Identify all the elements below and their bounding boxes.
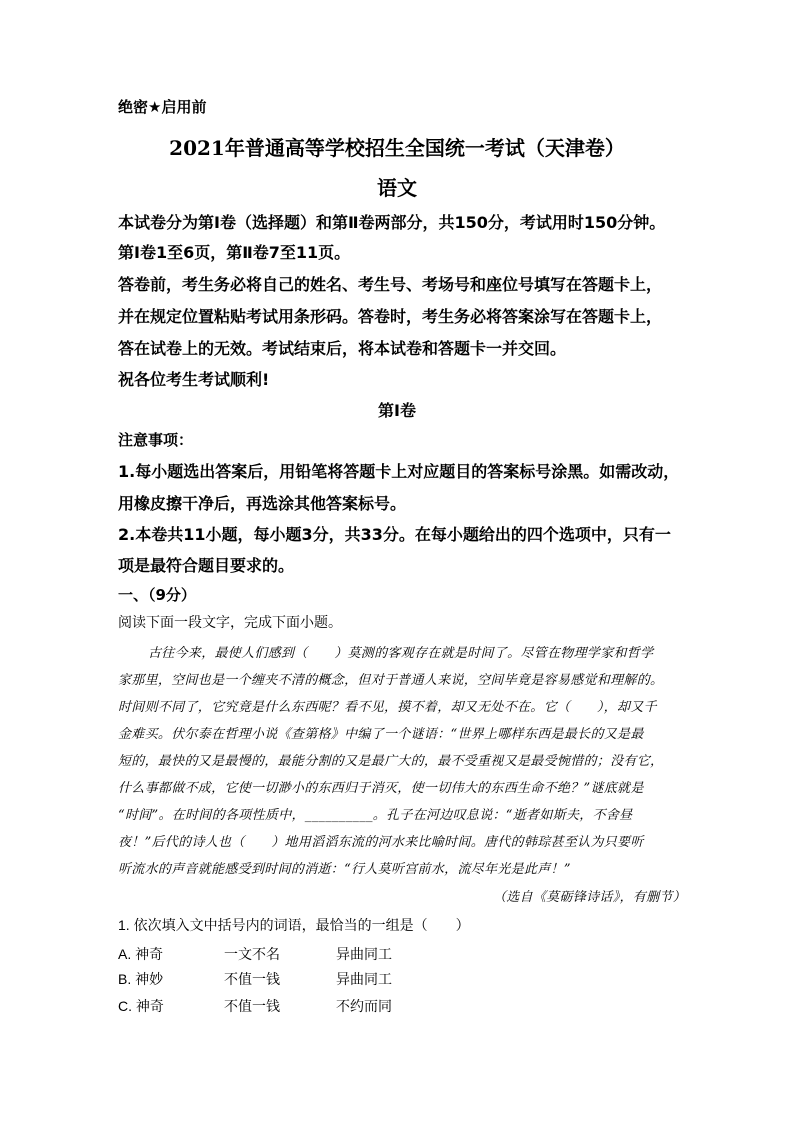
- option-label: C. 神奇: [118, 998, 164, 1014]
- note-line: 2.本卷共11小题，每小题3分，共33分。在每小题给出的四个选项中，只有一: [118, 525, 671, 544]
- exam-title: 2021年普通高等学校招生全国统一考试（天津卷）: [169, 136, 625, 160]
- passage-line: 时间则不同了，它究竟是什么东西呢？看不见，摸不着，却又无处不在。它（ ），却又千: [118, 700, 657, 715]
- note-line: 1.每小题选出答案后，用铅笔将答题卡上对应题目的答案标号涂黑。如需改动，: [118, 462, 680, 481]
- intro-line: 答在试卷上的无效。考试结束后，将本试卷和答题卡一并交回。: [118, 339, 567, 358]
- option-word: 不约而同: [336, 998, 392, 1014]
- passage-line: 金难买。伏尔泰在哲理小说《查第格》中编了一个谜语：“世界上哪样东西是最长的又是最: [118, 727, 644, 742]
- note-line: 用橡皮擦干净后，再选涂其他答案标号。: [118, 494, 407, 513]
- intro-line: 并在规定位置粘贴考试用条形码。答卷时，考生务必将答案涂写在答题卡上，: [118, 307, 663, 326]
- option-label: B. 神妙: [118, 971, 164, 987]
- option-word: 不值一钱: [224, 971, 280, 987]
- passage-line: 什么事都做不成，它使一切渺小的东西归于消灭，使一切伟大的东西生命不绝？”谜底就是: [118, 781, 644, 796]
- intro-line: 祝各位考生考试顺利!: [118, 370, 270, 389]
- part-instruction: 阅读下面一段文字，完成下面小题。: [118, 614, 342, 630]
- passage-line: “时间”。在时间的各项性质中，__________。孔子在河边叹息说：“逝者如斯夫，不舍昼: [118, 808, 633, 823]
- option-word: 异曲同工: [336, 971, 392, 987]
- passage-line: 听流水的声音就能感受到时间的消逝：“行人莫听宫前水，流尽年光是此声！”: [118, 862, 571, 877]
- passage-line: 夜！”后代的诗人也（ ）地用滔滔东流的河水来比喻时间。唐代的韩琮甚至认为只要听: [118, 835, 644, 850]
- passage-line: 短的，最快的又是最慢的，最能分割的又是最广大的，最不受重视又是最受惋惜的；没有它，: [118, 754, 664, 769]
- option-word: 一文不名: [224, 946, 280, 962]
- notes-heading: 注意事项：: [118, 431, 194, 449]
- intro-line: 本试卷分为第Ⅰ卷（选择题）和第Ⅱ卷两部分，共150分，考试用时150分钟。: [118, 213, 666, 232]
- part-heading: 一、（9分）: [118, 586, 196, 604]
- intro-line: 答卷前，考生务必将自己的姓名、考生号、考场号和座位号填写在答题卡上，: [118, 275, 663, 294]
- intro-line: 第Ⅰ卷1至6页，第Ⅱ卷7至11页。: [118, 243, 351, 262]
- question-stem: 1. 依次填入文中括号内的词语，最恰当的一组是（ ）: [118, 917, 470, 933]
- passage-source: （选自《莫砺锋诗话》，有删节）: [492, 890, 686, 905]
- passage-line: 家那里，空间也是一个缠夹不清的概念，但对于普通人来说，空间毕竟是容易感觉和理解的。: [118, 673, 664, 688]
- secret-label: 绝密★启用前: [118, 98, 207, 116]
- option-word: 异曲同工: [336, 946, 392, 962]
- subject-title: 语文: [377, 176, 417, 200]
- option-label: A. 神奇: [118, 946, 164, 962]
- passage-line: 古往今来，最使人们感到（ ）莫测的客观存在就是时间了。尽管在物理学家和哲学: [148, 646, 654, 661]
- option-word: 不值一钱: [224, 998, 280, 1014]
- note-line: 项是最符合题目要求的。: [118, 556, 295, 575]
- section-title: 第Ⅰ卷: [378, 401, 416, 420]
